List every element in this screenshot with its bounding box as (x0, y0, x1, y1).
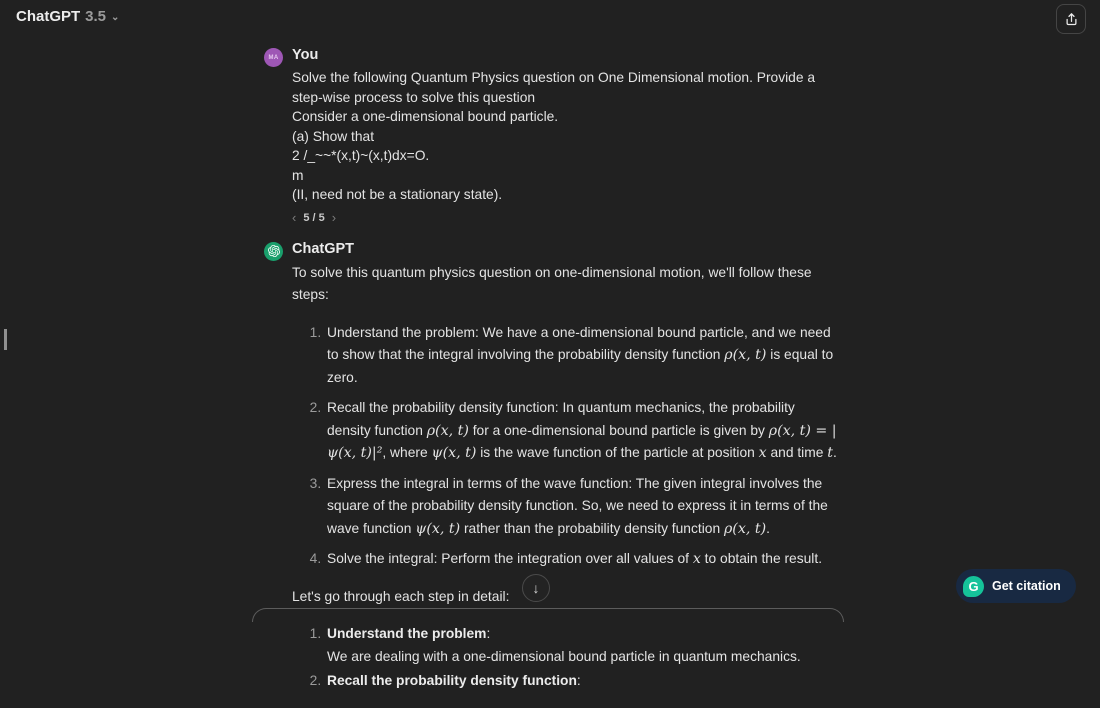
math-expression: ρ(x, t) = |ψ(x, t)|² (327, 422, 837, 461)
model-version-label: 3.5 (85, 8, 107, 25)
detail-step-body: We are dealing with a one-dimensional bound particle in quantum mechanics. (327, 648, 801, 664)
user-message (264, 46, 840, 224)
share-button[interactable] (1056, 4, 1086, 34)
message-input-box-edge[interactable] (252, 608, 844, 622)
math-expression: ρ(x, t) (426, 422, 469, 439)
previous-response-button[interactable]: ‹ (292, 209, 297, 225)
detail-step-title: Recall the probability density function (327, 673, 577, 688)
arrow-down-icon: ↓ (532, 580, 540, 596)
user-message-lines (292, 68, 840, 205)
scroll-to-bottom-button[interactable] (522, 574, 550, 602)
pagination-label: 5 / 5 (303, 211, 325, 224)
assistant-step: 2. Recall the probability density function: In quantum mechanics, the probability density function ρ(x, t) for a one-dimensional bound particle is given by ρ(x, t) = |ψ(x, t)|², where ψ(x, t) is the wave function of the particle at position x and time t. (325, 397, 840, 465)
user-message-line: 2 /_~~*(x,t)~(x,t)dx=O. (292, 148, 430, 163)
user-avatar-initials: MA (268, 54, 279, 61)
assistant-detail-list (292, 623, 840, 693)
get-citation-button[interactable] (956, 569, 1076, 603)
math-expression: ρ(x, t) (723, 520, 767, 537)
chevron-down-icon: ⌄ (111, 12, 120, 23)
chatgpt-avatar (264, 242, 283, 261)
assistant-step: 1. Understand the problem: We have a one-dimensional bound particle, and we need to show that the integral involving the probability density function ρ(x, t) is equal to zero. (325, 322, 840, 390)
detail-step-title: Understand the problem (327, 626, 487, 641)
share-icon (1064, 12, 1079, 27)
user-avatar (264, 48, 283, 67)
user-message-line: m (292, 167, 304, 183)
user-message-line: (a) Show that (292, 128, 375, 144)
grammarly-icon: G (963, 576, 984, 597)
user-message-line: (II, need not be a stationary state). (292, 187, 503, 202)
openai-logo-icon (268, 245, 280, 257)
app-title: ChatGPT (16, 8, 81, 25)
get-citation-label: Get citation (992, 579, 1061, 593)
message-pagination (292, 209, 840, 225)
assistant-detail-step: 1. Understand the problem: We are dealing with a one-dimensional bound particle in quantum mechanics. (325, 623, 840, 668)
user-message-line: Consider a one-dimensional bound particle. (292, 109, 559, 124)
assistant-author-label: ChatGPT (292, 240, 355, 257)
math-expression: x (758, 445, 767, 461)
assistant-steps-list (292, 322, 840, 571)
assistant-detail-intro: Let's go through each step in detail: (292, 588, 510, 604)
assistant-detail-step: 2. Recall the probability density function: (325, 670, 840, 693)
assistant-intro: To solve this quantum physics question on one-dimensional motion, we'll follow these steps: (292, 264, 812, 302)
assistant-step: 3. Express the integral in terms of the wave function: The given integral involves the square of the probability density function. So, we need to express it in terms of the wave function ψ(x, t) rather than the probability density function ρ(x, t). (325, 473, 840, 541)
model-switcher[interactable] (16, 8, 119, 25)
math-expression: x (692, 551, 701, 567)
math-expression: t (827, 445, 833, 461)
next-response-button[interactable]: › (331, 209, 337, 225)
user-message-line: Solve the following Quantum Physics question on One Dimensional motion. Provide a step-wise process to solve this question (292, 70, 816, 105)
math-expression: ψ(x, t) (431, 445, 477, 461)
math-expression: ρ(x, t) (724, 347, 767, 363)
text-caret (4, 329, 7, 350)
user-author-label: You (292, 47, 319, 63)
math-expression: ψ(x, t) (415, 520, 461, 537)
assistant-message (264, 240, 840, 708)
assistant-step: 4. Solve the integral: Perform the integration over all values of x to obtain the result. (325, 548, 840, 571)
